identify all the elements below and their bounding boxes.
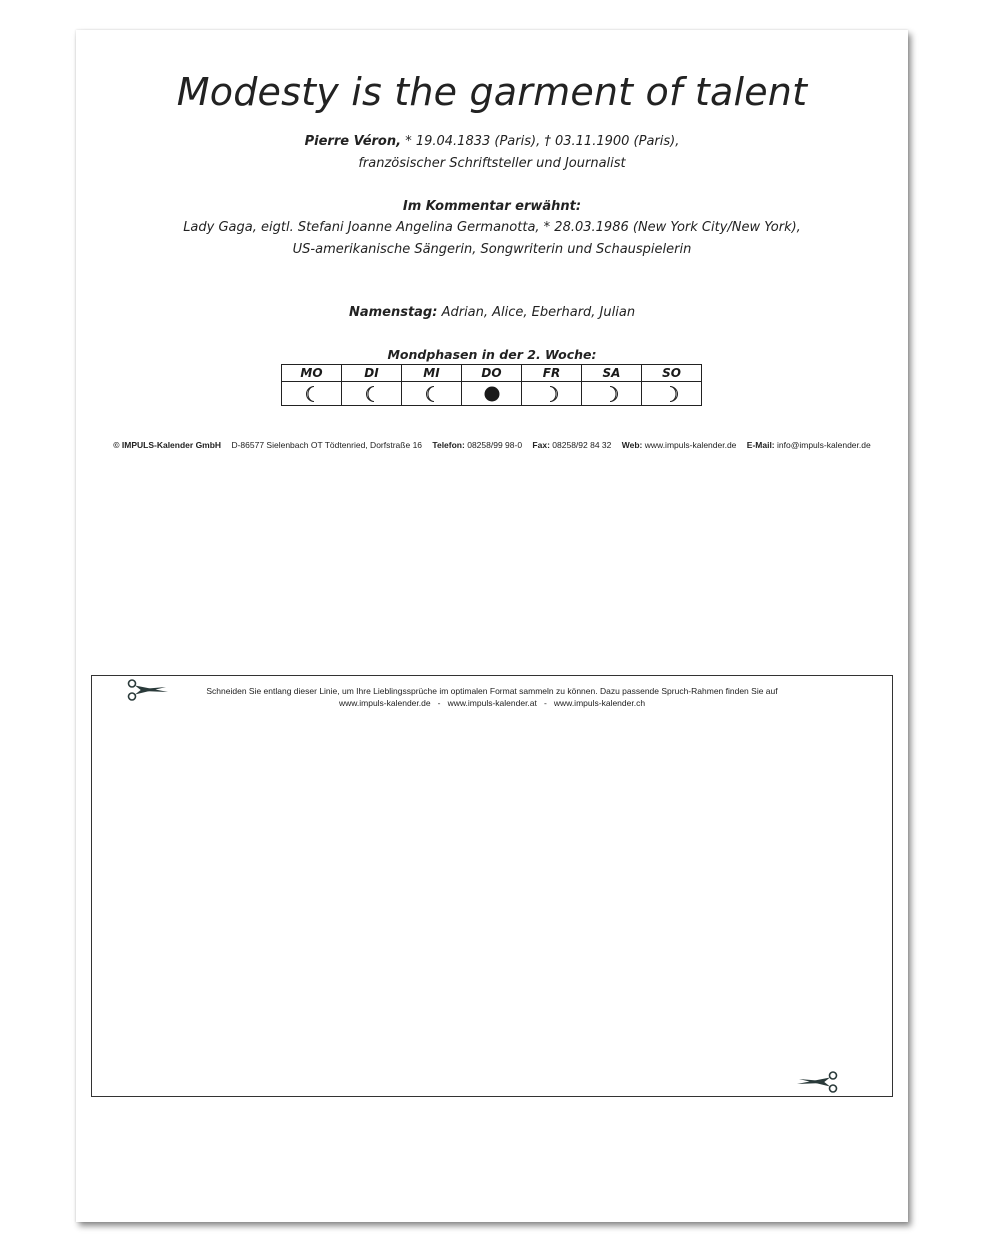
footer-web-label: Web: <box>621 440 643 450</box>
comment-line-1: Lady Gaga, eigtl. Stefani Joanne Angelina Germanotta, * 28.03.1986 (New York City/New York), <box>183 220 801 235</box>
footer-address: D-86577 Sielenbach OT Tödtenried, Dorfstraße 16 <box>231 440 423 450</box>
nameday-names: Adrian, Alice, Eberhard, Julian <box>441 305 636 320</box>
phase-cell <box>462 382 522 406</box>
moon-day-row <box>282 365 702 382</box>
phase-cell <box>342 382 402 406</box>
author-line <box>76 134 908 149</box>
waning-crescent-icon <box>364 385 380 403</box>
footer-fax: 08258/92 84 32 <box>552 440 612 450</box>
calendar-page <box>76 30 908 1222</box>
phase-cell <box>282 382 342 406</box>
footer-phone: 08258/99 98-0 <box>467 440 523 450</box>
day-cell: DO <box>462 365 522 382</box>
cut-links: www.impuls-kalender.de - www.impuls-kalender.at - www.impuls-kalender.ch <box>338 698 646 708</box>
waning-crescent-icon <box>424 385 440 403</box>
footer-web: www.impuls-kalender.de <box>644 440 737 450</box>
day-cell: DI <box>342 365 402 382</box>
comment-heading: Im Kommentar erwähnt: <box>402 199 582 214</box>
footer-company: © IMPULS-Kalender GmbH <box>113 440 222 450</box>
day-cell: FR <box>522 365 582 382</box>
phase-cell <box>402 382 462 406</box>
comment-line-2: US-amerikanische Sängerin, Songwriterin und Schauspielerin <box>292 242 692 257</box>
cut-instruction: Schneiden Sie entlang dieser Linie, um Ihre Lieblingssprüche im optimalen Format sammeln zu können. Dazu passende Spruch-Rahmen finden Sie auf <box>206 686 778 696</box>
moon-phase-row <box>282 382 702 406</box>
author-name: Pierre Véron, <box>304 134 402 149</box>
footer-email: info@impuls-kalender.de <box>777 440 871 450</box>
footer-fax-label: Fax: <box>532 440 550 450</box>
waning-crescent-icon <box>304 385 320 403</box>
author-description: französischer Schriftsteller und Journalist <box>358 156 626 171</box>
footer-phone-label: Telefon: <box>432 440 465 450</box>
phase-cell <box>522 382 582 406</box>
moon-heading: Mondphasen in der 2. Woche: <box>387 347 597 362</box>
scissors-icon <box>795 1070 839 1094</box>
author-dates: * 19.04.1833 (Paris), † 03.11.1900 (Paris), <box>405 134 680 149</box>
day-cell: MO <box>282 365 342 382</box>
day-cell: SO <box>642 365 702 382</box>
waxing-crescent-icon <box>664 385 680 403</box>
day-cell: SA <box>582 365 642 382</box>
phase-cell <box>582 382 642 406</box>
new-moon-icon <box>483 385 501 403</box>
waxing-crescent-icon <box>604 385 620 403</box>
waxing-crescent-icon <box>544 385 560 403</box>
nameday-label: Namenstag: <box>348 305 438 320</box>
nameday-line <box>76 305 908 320</box>
cut-out-frame <box>91 675 893 1097</box>
day-cell: MI <box>402 365 462 382</box>
moon-phase-table <box>281 364 702 406</box>
phase-cell <box>642 382 702 406</box>
publisher-footer <box>76 440 908 450</box>
quote-title: Modesty is the garment of talent <box>176 70 808 114</box>
footer-email-label: E-Mail: <box>746 440 775 450</box>
